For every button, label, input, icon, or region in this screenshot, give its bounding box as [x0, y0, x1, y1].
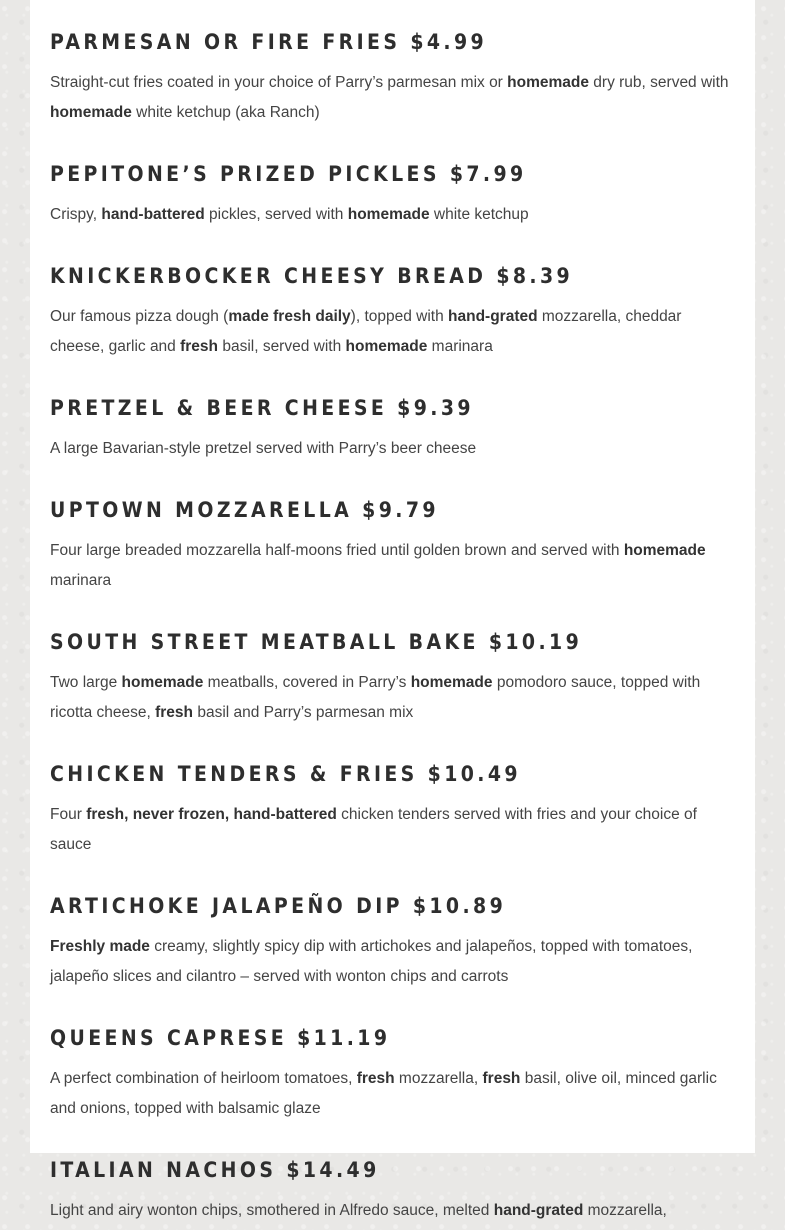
- menu-item-description: [50, 56, 735, 132]
- emphasis-text: fresh, never frozen, hand-battered: [86, 806, 337, 823]
- menu-item: [50, 468, 735, 600]
- description-text: Straight-cut fries coated in your choice of Parry’s parmesan mix or: [50, 74, 508, 91]
- description-text: creamy, slightly spicy dip with artichokes and jalapeños, topped with tomatoes, jalapeño slices and cilantro – served with wonton chips and carrots: [50, 938, 693, 985]
- menu-item-title: UPTOWN MOZZARELLA $9.79: [50, 498, 439, 522]
- menu-item: [50, 996, 735, 1128]
- emphasis-text: homemade: [347, 206, 430, 223]
- menu-item: [50, 1128, 735, 1230]
- menu-item: [50, 732, 735, 864]
- description-text: Four: [50, 806, 87, 823]
- description-text: mozzarella, cheddar cheese, garlic and: [50, 308, 682, 355]
- description-text: Four large breaded mozzarella half-moons fried until golden brown and served with: [50, 542, 624, 559]
- emphasis-text: fresh: [482, 1070, 521, 1087]
- menu-item-title: PARMESAN OR FIRE FRIES $4.99: [50, 30, 488, 54]
- menu-item-description: [50, 422, 735, 468]
- description-text: A large Bavarian-style pretzel served with Parry’s beer cheese: [50, 440, 477, 457]
- description-text: chicken tenders served with fries and your choice of sauce: [50, 806, 697, 853]
- menu-item-title: KNICKERBOCKER CHEESY BREAD $8.39: [50, 264, 574, 288]
- menu-item: [50, 600, 735, 732]
- menu-item-title: QUEENS CAPRESE $11.19: [50, 1026, 391, 1050]
- menu-item-description: [50, 290, 735, 366]
- menu-item-description: [50, 188, 735, 234]
- description-text: ), topped with: [350, 308, 449, 325]
- emphasis-text: homemade: [623, 542, 706, 559]
- menu-item-list: [30, 0, 755, 1230]
- menu-item-title: ARTICHOKE JALAPEÑO DIP $10.89: [50, 894, 507, 918]
- description-text: Two large: [50, 674, 122, 691]
- description-text: mozzarella,: [583, 1202, 667, 1219]
- description-text: mozzarella,: [394, 1070, 483, 1087]
- menu-item-description: [50, 524, 735, 600]
- menu-item-title: PRETZEL & BEER CHEESE $9.39: [50, 396, 474, 420]
- menu-item: [50, 132, 735, 234]
- menu-item: [50, 864, 735, 996]
- emphasis-text: homemade: [50, 104, 132, 121]
- description-text: A perfect combination of heirloom tomatoes,: [50, 1070, 357, 1087]
- emphasis-text: homemade: [345, 338, 428, 355]
- menu-item-description: [50, 656, 735, 732]
- menu-item: [50, 366, 735, 468]
- description-text: white ketchup: [429, 206, 529, 223]
- menu-card: [30, 0, 755, 1219]
- emphasis-text: homemade: [507, 74, 589, 91]
- menu-item-description: [50, 1184, 735, 1230]
- menu-item: [50, 0, 735, 132]
- emphasis-text: homemade: [121, 674, 204, 691]
- menu-item-description: [50, 788, 735, 864]
- menu-item-title: SOUTH STREET MEATBALL BAKE $10.19: [50, 630, 583, 654]
- description-text: meatballs, covered in Parry’s: [203, 674, 411, 691]
- description-text: Crispy,: [50, 206, 102, 223]
- menu-item-title: PEPITONE’S PRIZED PICKLES $7.99: [50, 162, 527, 186]
- description-text: marinara: [50, 572, 112, 589]
- emphasis-text: fresh: [155, 704, 194, 721]
- emphasis-text: Freshly made: [50, 938, 150, 955]
- menu-item: [50, 234, 735, 366]
- emphasis-text: fresh: [356, 1070, 395, 1087]
- menu-item-title: CHICKEN TENDERS & FRIES $10.49: [50, 762, 521, 786]
- description-text: pomodoro sauce, topped with ricotta cheese,: [50, 674, 701, 721]
- description-text: pickles, served with: [204, 206, 348, 223]
- emphasis-text: fresh: [180, 338, 219, 355]
- menu-item-description: [50, 920, 735, 996]
- description-text: basil, olive oil, minced garlic and onions, topped with balsamic glaze: [50, 1070, 717, 1117]
- description-text: dry rub, served with: [589, 74, 729, 91]
- description-text: Our famous pizza dough (: [50, 308, 229, 325]
- description-text: Light and airy wonton chips, smothered in Alfredo sauce, melted: [50, 1202, 494, 1219]
- menu-item-title: ITALIAN NACHOS $14.49: [50, 1158, 380, 1182]
- description-text: basil, served with: [218, 338, 346, 355]
- emphasis-text: hand-grated: [448, 308, 538, 325]
- description-text: basil and Parry’s parmesan mix: [193, 704, 414, 721]
- emphasis-text: hand-grated: [493, 1202, 584, 1219]
- emphasis-text: homemade: [410, 674, 493, 691]
- emphasis-text: made fresh daily: [228, 308, 351, 325]
- emphasis-text: hand-battered: [101, 206, 205, 223]
- description-text: marinara: [427, 338, 493, 355]
- description-text: white ketchup (aka Ranch): [131, 104, 320, 121]
- menu-item-description: [50, 1052, 735, 1128]
